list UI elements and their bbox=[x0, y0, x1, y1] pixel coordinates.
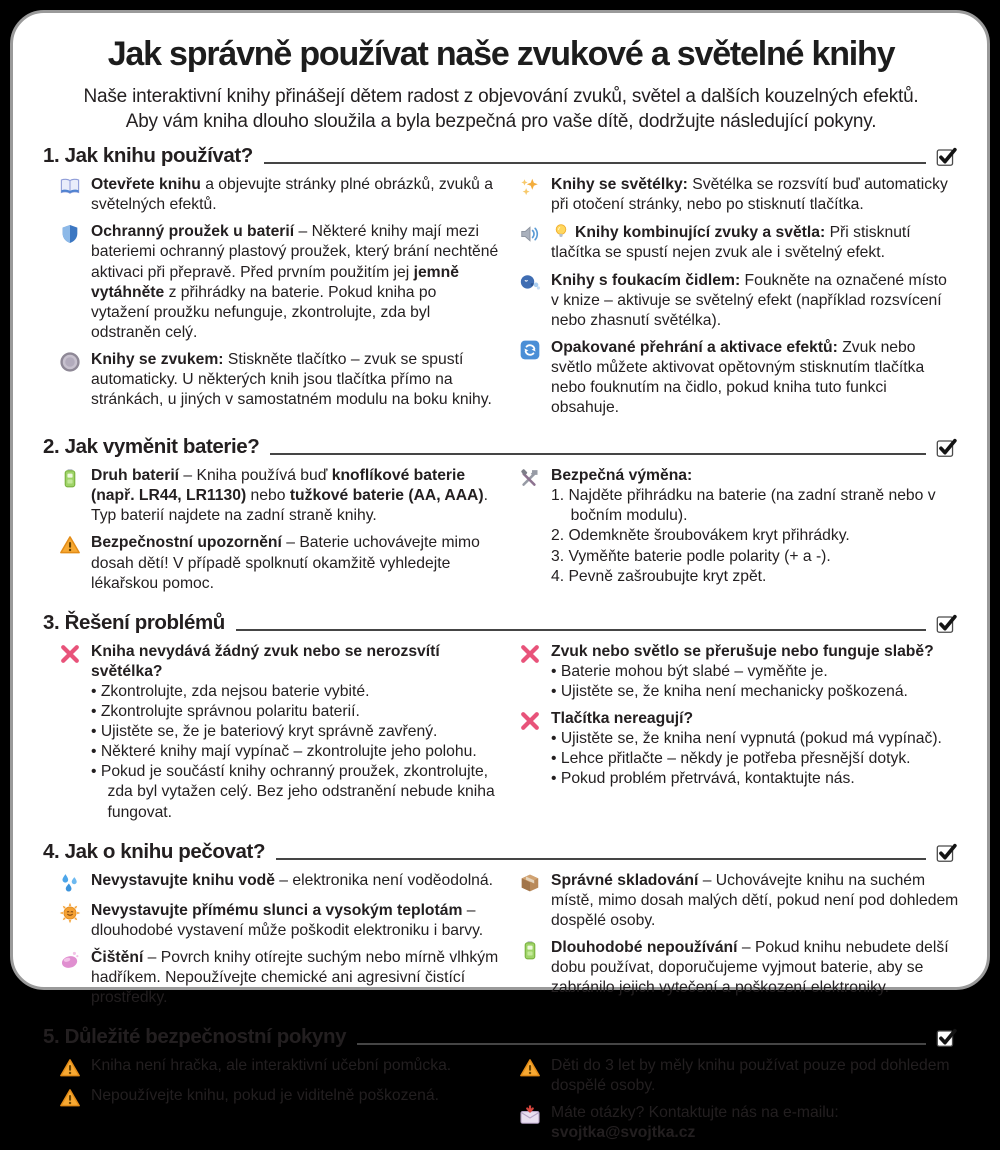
intro-line-2: Aby vám kniha dlouho sloužila a byla bezpečná pro vaše dítě, dodržujte následující pokyny. bbox=[125, 111, 877, 133]
item-text: Kniha není hračka, ale interaktivní učební pomůcka. bbox=[91, 1057, 452, 1075]
item-text: Knihy se světélky: Světélka se rozsvítí buď automaticky při otočení stránky, nebo po stisknutí tlačítka. bbox=[551, 176, 948, 214]
section-rule bbox=[270, 453, 926, 455]
section-columns bbox=[43, 175, 959, 425]
item-text: Bezpečnostní upozornění – Baterie uchovávejte mimo dosah dětí! V případě spolknutí okamžitě vyhledejte lékařskou pomoc. bbox=[91, 534, 480, 592]
item-text: Bezpečná výměna: bbox=[551, 467, 693, 485]
soap-icon bbox=[59, 949, 81, 971]
battery-icon bbox=[59, 467, 81, 489]
item-protective-strip bbox=[57, 222, 499, 343]
section-left-column bbox=[57, 466, 499, 601]
section-rule bbox=[264, 162, 926, 164]
item-icon-column bbox=[517, 466, 542, 587]
x-icon bbox=[59, 643, 81, 665]
section-heading bbox=[43, 144, 959, 168]
numbered-step: 3. Vyměňte baterie podle polarity (+ a -). bbox=[551, 547, 831, 565]
section-safety bbox=[43, 1025, 959, 1150]
item-icon-column bbox=[57, 350, 82, 410]
item-blow-sensor-books bbox=[517, 271, 959, 331]
item-text: Knihy se zvukem: Stiskněte tlačítko – zvuk se spustí automaticky. U některých knih jsou tlačítka přímo na stránkách, u jiných v samostatném modulu na boku knihy. bbox=[91, 350, 492, 409]
note-contact bbox=[517, 1103, 959, 1143]
page-title: Jak správně používat naše zvukové a světelné knihy bbox=[107, 35, 895, 73]
tools-icon bbox=[519, 467, 541, 489]
problem-intermittent bbox=[517, 642, 959, 702]
open-book-icon bbox=[59, 176, 81, 198]
item-text: Správné skladování – Uchovávejte knihu na suchém místě, mimo dosah malých dětí, pokud není pod dohledem dospělé osoby. bbox=[551, 871, 959, 929]
item-icon-column bbox=[57, 533, 82, 593]
item-body bbox=[551, 1103, 959, 1143]
note-damaged bbox=[57, 1086, 499, 1109]
section-care bbox=[43, 840, 959, 1015]
item-icon-column bbox=[517, 1103, 542, 1143]
bullet-item: • Zkontrolujte, zda nejsou baterie vybité. bbox=[91, 682, 370, 700]
item-icon-column bbox=[57, 175, 82, 215]
item-text: Zvuk nebo světlo se přerušuje nebo funguje slabě? bbox=[551, 642, 934, 660]
checkmark-box-icon bbox=[935, 611, 959, 635]
item-body bbox=[91, 901, 499, 941]
section-title: 3. Řešení problémů bbox=[43, 610, 225, 634]
item-long-term-storage bbox=[517, 938, 959, 998]
item-body bbox=[551, 338, 959, 418]
item-text: Druh baterií – Kniha používá buď knoflíkové baterie (např. LR44, LR1130) nebo tužkové baterie (AA, AAA). Typ baterií najdete na zadní straně knihy. bbox=[91, 467, 488, 525]
item-text: Ochranný proužek u baterií – Některé knihy mají mezi bateriemi ochranný plastový proužek, který brání nechtěné aktivaci při přepravě. Před prvním použitím jej jemně vytáhněte z přihrádky na baterie. Pokud kniha po vytažení proužku nefunguje, zkontrolujte, zda byl odstraněn celý. bbox=[91, 223, 499, 341]
item-text: Knihy kombinující zvuky a světla: Při stisknutí tlačítka se spustí nejen zvuk ale i světelný efekt. bbox=[551, 224, 911, 262]
item-icon-column bbox=[57, 1056, 82, 1079]
item-battery-type bbox=[57, 466, 499, 526]
x-icon bbox=[519, 643, 541, 665]
item-text: Opakované přehrání a aktivace efektů: Zvuk nebo světlo můžete aktivovat opětovným stisknutím tlačítka nebo fouknutím na čidlo, pokud kniha tuto funkci obsahuje. bbox=[551, 338, 925, 417]
section-troubleshooting bbox=[43, 611, 959, 830]
section-right-column bbox=[517, 642, 959, 830]
checkmark-box-icon bbox=[935, 435, 959, 459]
warning-icon bbox=[519, 1057, 541, 1079]
section-left-column bbox=[57, 642, 499, 830]
problem-buttons bbox=[517, 709, 959, 789]
section-rule bbox=[357, 1043, 926, 1045]
item-text: Otevřete knihu a objevujte stránky plné obrázků, zvuků a světelných efektů. bbox=[91, 176, 493, 214]
item-text: Nepoužívejte knihu, pokud je viditelně poškozená. bbox=[91, 1087, 439, 1105]
item-text: Knihy s foukacím čidlem: Foukněte na označené místo v knize – aktivuje se světelný efekt (například rozsvícení nebo zhasnutí světélka). bbox=[551, 271, 947, 329]
item-body bbox=[551, 222, 959, 263]
bullet-item: • Baterie mohou být slabé – vyměňte je. bbox=[551, 662, 828, 680]
item-body bbox=[551, 871, 959, 931]
item-text: Kniha nevydává žádný zvuk nebo se nerozsvítí světélka? bbox=[91, 642, 440, 680]
item-safety-warning bbox=[57, 533, 499, 593]
item-text: Děti do 3 let by měly knihu používat pouze pod dohledem dospělé osoby. bbox=[551, 1057, 950, 1095]
checkmark-box-icon bbox=[935, 144, 959, 168]
section-right-column bbox=[517, 1056, 959, 1150]
section-left-column bbox=[57, 1056, 499, 1150]
item-text: Dlouhodobé nepoužívání – Pokud knihu nebudete delší dobu používat, doporučujeme vyjmout baterie, aby se zabránilo jejich vytečení a poškození elektroniky. bbox=[551, 938, 949, 997]
item-safe-replacement bbox=[517, 466, 959, 587]
bullet-item: • Lehce přitlačte – někdy je potřeba přesnější dotyk. bbox=[551, 750, 911, 768]
item-body bbox=[551, 938, 959, 998]
item-no-water bbox=[57, 871, 499, 894]
item-no-sun bbox=[57, 901, 499, 941]
item-body bbox=[91, 175, 499, 215]
item-icon-column bbox=[517, 271, 542, 331]
item-icon-column bbox=[57, 642, 82, 823]
checkmark-box-icon bbox=[935, 1025, 959, 1049]
numbered-step: 1. Najděte přihrádku na baterie (na zadní straně nebo v bočním modulu). bbox=[551, 487, 936, 525]
bullet-item: • Ujistěte se, že kniha není mechanicky poškozená. bbox=[551, 682, 908, 700]
button-icon bbox=[59, 351, 81, 373]
item-body bbox=[551, 709, 959, 789]
section-usage bbox=[43, 144, 959, 425]
section-right-column bbox=[517, 871, 959, 1015]
item-body bbox=[91, 533, 499, 593]
checkmark-box-icon bbox=[935, 840, 959, 864]
bullet-item: • Zkontrolujte správnou polaritu baterií. bbox=[91, 703, 360, 721]
numbered-step: 2. Odemkněte šroubovákem kryt přihrádky. bbox=[551, 527, 850, 545]
shield-icon bbox=[59, 223, 81, 245]
item-text: Máte otázky? Kontaktujte nás na e-mailu: svojtka@svojtka.cz bbox=[551, 1104, 839, 1142]
section-left-column bbox=[57, 871, 499, 1015]
section-left-column bbox=[57, 175, 499, 425]
x-icon bbox=[519, 710, 541, 732]
section-rule bbox=[236, 629, 926, 631]
item-text: Tlačítka nereagují? bbox=[551, 710, 694, 728]
section-right-column bbox=[517, 466, 959, 601]
item-cleaning bbox=[57, 948, 499, 1008]
section-title: 1. Jak knihu používat? bbox=[43, 144, 253, 168]
problem-no-sound-or-light bbox=[57, 642, 499, 823]
item-icon-column bbox=[517, 1056, 542, 1096]
bullet-item: • Ujistěte se, že je bateriový kryt správně zavřený. bbox=[91, 723, 438, 741]
item-body bbox=[551, 175, 959, 215]
item-icon-column bbox=[517, 709, 542, 789]
bullet-item: • Pokud je součástí knihy ochranný proužek, zkontrolujte, zda byl vytažen celý. Bez jeho odstranění nebude kniha fungovat. bbox=[91, 763, 495, 821]
note-not-a-toy bbox=[57, 1056, 499, 1079]
item-icon-column bbox=[57, 871, 82, 894]
section-batteries bbox=[43, 435, 959, 601]
blow-icon bbox=[519, 272, 541, 294]
item-body bbox=[91, 642, 499, 823]
item-body bbox=[91, 948, 499, 1008]
item-icon-column bbox=[517, 222, 542, 263]
repeat-icon bbox=[519, 339, 541, 361]
item-icon-column bbox=[57, 901, 82, 941]
item-icon-column bbox=[517, 938, 542, 998]
item-sound-light-books bbox=[517, 222, 959, 263]
battery-icon bbox=[519, 939, 541, 961]
section-title: 5. Důležité bezpečnostní pokyny bbox=[43, 1025, 347, 1049]
item-icon-column bbox=[517, 871, 542, 931]
item-icon-column bbox=[57, 1086, 82, 1109]
warning-icon bbox=[59, 534, 81, 556]
section-columns bbox=[43, 642, 959, 830]
bulb-icon bbox=[551, 224, 575, 241]
warning-icon bbox=[59, 1087, 81, 1109]
section-title: 4. Jak o knihu pečovat? bbox=[43, 839, 266, 863]
item-light-books bbox=[517, 175, 959, 215]
section-columns bbox=[43, 466, 959, 601]
warning-icon bbox=[59, 1057, 81, 1079]
note-age-3 bbox=[517, 1056, 959, 1096]
section-heading bbox=[43, 840, 959, 864]
item-body bbox=[91, 1056, 499, 1079]
item-body bbox=[551, 1056, 959, 1096]
intro-line-1: Naše interaktivní knihy přinášejí dětem radost z objevování zvuků, světel a dalších kouzelných efektů. bbox=[83, 86, 919, 107]
item-text: Čištění – Povrch knihy otírejte suchým nebo mírně vlhkým hadříkem. Nepoužívejte chemické ani agresivní čistící prostředky. bbox=[91, 948, 499, 1006]
leaflet-card bbox=[10, 10, 990, 1142]
item-body bbox=[91, 1086, 499, 1109]
item-body bbox=[91, 871, 499, 894]
item-text: Nevystavujte knihu vodě – elektronika není voděodolná. bbox=[91, 871, 493, 889]
section-rule bbox=[276, 858, 926, 860]
bullet-item: • Pokud problém přetrvává, kontaktujte nás. bbox=[551, 770, 855, 788]
section-heading bbox=[43, 435, 959, 459]
sun-icon bbox=[59, 902, 81, 924]
sparkles-icon bbox=[519, 176, 541, 198]
item-icon-column bbox=[57, 222, 82, 343]
section-right-column bbox=[517, 175, 959, 425]
item-text: Nevystavujte přímému slunci a vysokým teplotám – dlouhodobé vystavení může poškodit elektroniku i barvy. bbox=[91, 901, 484, 939]
item-body bbox=[551, 271, 959, 331]
section-heading bbox=[43, 1025, 959, 1049]
section-title: 2. Jak vyměnit baterie? bbox=[43, 435, 260, 459]
item-icon-column bbox=[57, 466, 82, 526]
item-body bbox=[91, 350, 499, 410]
mail-icon bbox=[519, 1104, 541, 1126]
section-columns bbox=[43, 871, 959, 1015]
item-body bbox=[551, 642, 959, 702]
water-icon bbox=[59, 872, 81, 894]
item-icon-column bbox=[57, 948, 82, 1008]
intro-text bbox=[43, 84, 959, 134]
speaker-icon bbox=[519, 223, 541, 245]
item-icon-column bbox=[517, 338, 542, 418]
item-sound-books bbox=[57, 350, 499, 410]
item-icon-column bbox=[517, 642, 542, 702]
bullet-item: • Některé knihy mají vypínač – zkontrolujte jeho polohu. bbox=[91, 743, 477, 761]
item-open-book bbox=[57, 175, 499, 215]
section-columns bbox=[43, 1056, 959, 1150]
item-icon-column bbox=[517, 175, 542, 215]
item-body bbox=[91, 222, 499, 343]
item-body bbox=[91, 466, 499, 526]
bullet-item: • Ujistěte se, že kniha není vypnutá (pokud má vypínač). bbox=[551, 730, 942, 748]
item-repeat-effects bbox=[517, 338, 959, 418]
item-storage bbox=[517, 871, 959, 931]
numbered-step: 4. Pevně zašroubujte kryt zpět. bbox=[551, 567, 767, 585]
box-icon bbox=[519, 872, 541, 894]
section-heading bbox=[43, 611, 959, 635]
item-body bbox=[551, 466, 959, 587]
